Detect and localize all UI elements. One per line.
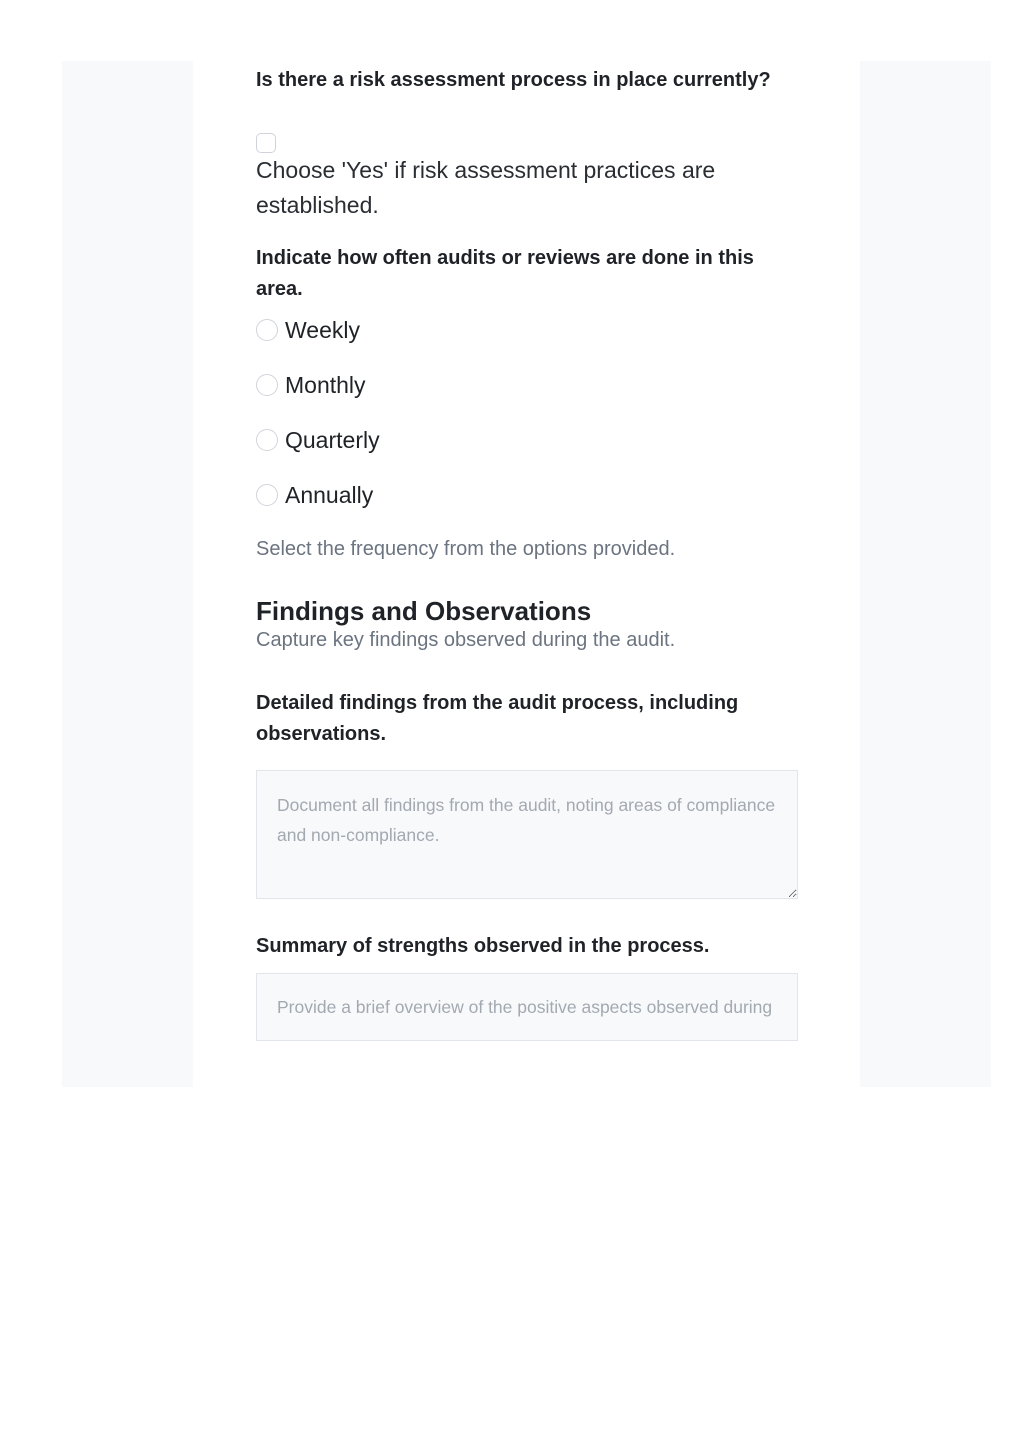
radio-button-quarterly[interactable] bbox=[256, 429, 278, 451]
detailed-findings-question: Detailed findings from the audit process, including observations. bbox=[256, 692, 739, 745]
radio-label-monthly: Monthly bbox=[285, 371, 366, 398]
risk-assessment-question: Is there a risk assessment process in place currently? bbox=[256, 69, 771, 91]
audit-frequency-help: Select the frequency from the options provided. bbox=[256, 538, 676, 560]
risk-assessment-checkbox[interactable] bbox=[256, 133, 276, 153]
detailed-findings-textarea[interactable] bbox=[256, 770, 798, 899]
risk-assessment-help: Choose 'Yes' if risk assessment practices are established. bbox=[256, 157, 716, 218]
radio-label-weekly: Weekly bbox=[285, 316, 360, 343]
strengths-summary-input[interactable] bbox=[256, 973, 798, 1041]
section-subtitle: Capture key findings observed during the audit. bbox=[256, 629, 676, 651]
radio-button-weekly[interactable] bbox=[256, 319, 278, 341]
section-title: Findings and Observations bbox=[256, 596, 592, 626]
radio-button-annually[interactable] bbox=[256, 484, 278, 506]
radio-label-quarterly: Quarterly bbox=[285, 426, 380, 453]
audit-form bbox=[256, 61, 798, 1041]
audit-frequency-question: Indicate how often audits or reviews are done in this area. bbox=[256, 247, 754, 300]
radio-option-weekly[interactable] bbox=[256, 314, 798, 346]
radio-option-annually[interactable] bbox=[256, 479, 798, 511]
radio-label-annually: Annually bbox=[285, 481, 374, 508]
radio-option-quarterly[interactable] bbox=[256, 424, 798, 456]
strengths-summary-question: Summary of strengths observed in the process. bbox=[256, 935, 710, 957]
radio-option-monthly[interactable] bbox=[256, 369, 798, 401]
radio-button-monthly[interactable] bbox=[256, 374, 278, 396]
audit-frequency-radio-group bbox=[256, 314, 798, 511]
